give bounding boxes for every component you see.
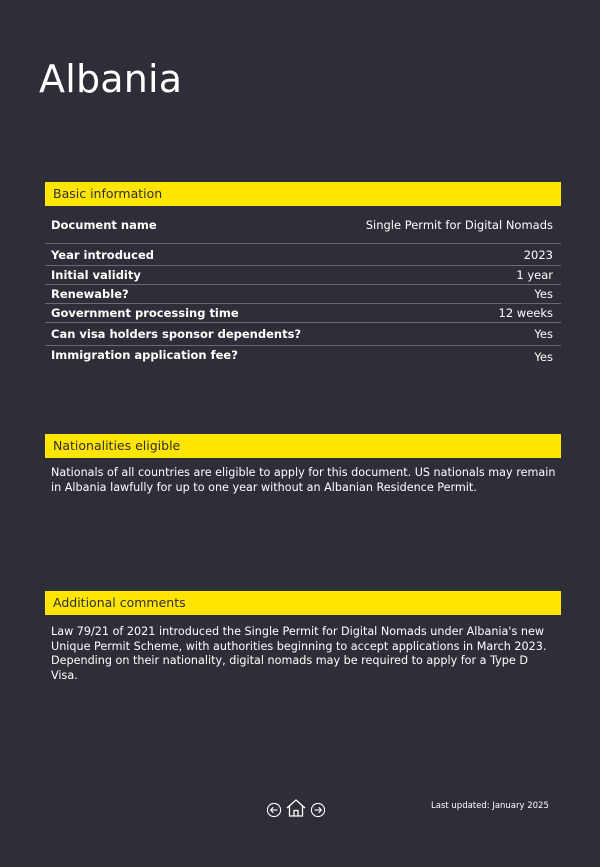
home-button[interactable] [285, 798, 307, 818]
info-row-application-fee [45, 346, 561, 364]
info-label: Can visa holders sponsor dependents? [51, 327, 302, 341]
info-row-renewable [45, 285, 561, 304]
info-value: Yes [534, 327, 553, 341]
info-value: 12 weeks [498, 306, 553, 320]
info-label: Year introduced [51, 247, 154, 262]
info-value: Yes [534, 287, 553, 301]
additional-comments-text: Law 79/21 of 2021 introduced the Single Permit for Digital Nomads under Albania's new Unique Permit Scheme, with authorities beginning to accept applications in March 2023. Depending on their nationality, digital nomads may be required to apply for a Type D Visa. [51, 625, 547, 682]
info-value: 1 year [516, 268, 553, 282]
info-value: Single Permit for Digital Nomads [365, 217, 553, 232]
info-row-sponsor-dependents [45, 323, 561, 346]
info-row-document-name [45, 206, 561, 244]
info-label: Government processing time [51, 306, 239, 320]
last-updated-note: Last updated: January 2025 [431, 801, 549, 811]
info-label: Renewable? [51, 287, 129, 301]
arrow-right-circle-icon [310, 802, 326, 818]
info-label: Immigration application fee? [51, 348, 238, 362]
previous-page-button[interactable] [266, 802, 282, 818]
info-row-year-introduced [45, 244, 561, 266]
basic-information-table [45, 206, 561, 364]
nationalities-eligible-header: Nationalities eligible [45, 434, 561, 458]
info-label: Initial validity [51, 268, 141, 282]
info-value: Yes [534, 350, 553, 364]
info-row-initial-validity [45, 266, 561, 285]
info-value: 2023 [523, 247, 553, 262]
nationalities-eligible-text: Nationals of all countries are eligible to apply for this document. US nationals may remain in Albania lawfully for up to one year without an Albanian Residence Permit. [51, 466, 556, 494]
additional-comments-header: Additional comments [45, 591, 561, 615]
page-title: Albania [39, 57, 183, 101]
page-navigation [266, 798, 326, 818]
basic-information-header: Basic information [45, 182, 561, 206]
info-row-processing-time [45, 304, 561, 323]
next-page-button[interactable] [310, 802, 326, 818]
info-label: Document name [51, 217, 157, 232]
arrow-left-circle-icon [266, 802, 282, 818]
home-icon [285, 798, 307, 818]
